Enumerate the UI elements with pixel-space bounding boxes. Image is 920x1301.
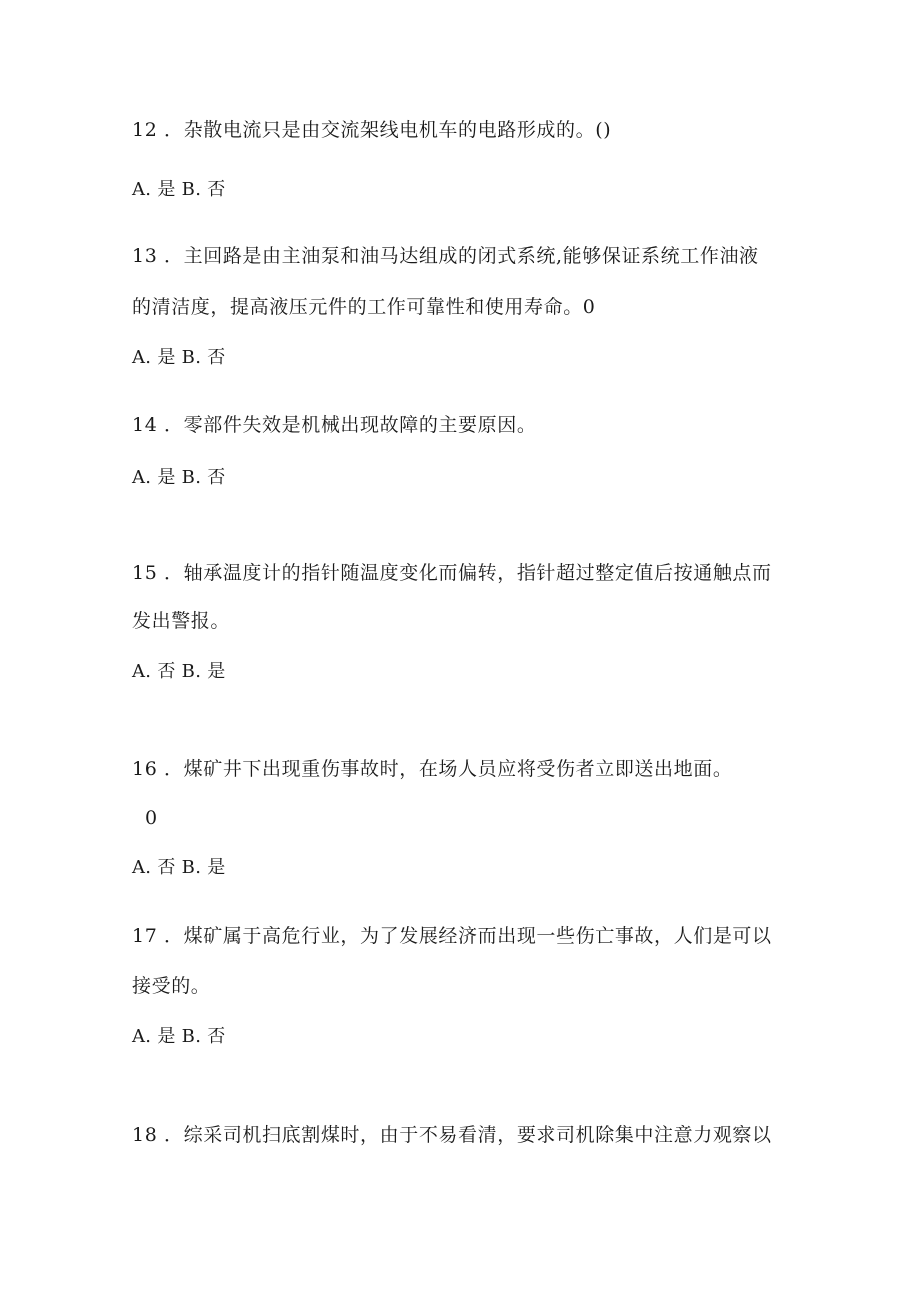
question-17-text-cont: 接受的。 [132, 975, 211, 997]
question-15-text-cont: 发出警报。 [132, 610, 231, 632]
question-16-text: 16 ．煤矿井下出现重伤事故时，在场人员应将受伤者立即送出地面。 [132, 758, 733, 780]
question-15-options: A. 否 B. 是 [132, 661, 226, 682]
question-12-options: A. 是 B. 否 [132, 179, 226, 200]
question-16-text-cont: 0 [145, 807, 158, 829]
question-14-options: A. 是 B. 否 [132, 467, 226, 488]
question-12-text: 12 ．杂散电流只是由交流架线电机车的电路形成的。() [132, 119, 612, 141]
question-17-text: 17 ．煤矿属于高危行业，为了发展经济而出现一些伤亡事故，人们是可以 [132, 925, 772, 947]
question-13-text: 13 ．主回路是由主油泵和油马达组成的闭式系统,能够保证系统工作油液 [132, 245, 759, 267]
question-18-text: 18 ．综采司机扫底割煤时，由于不易看清，要求司机除集中注意力观察以 [132, 1124, 772, 1146]
question-13-options: A. 是 B. 否 [132, 347, 226, 368]
question-15-text: 15 ．轴承温度计的指针随温度变化而偏转，指针超过整定值后按通触点而 [132, 562, 772, 584]
question-16-options: A. 否 B. 是 [132, 857, 226, 878]
question-17-options: A. 是 B. 否 [132, 1026, 226, 1047]
question-14-text: 14 ．零部件失效是机械出现故障的主要原因。 [132, 414, 537, 436]
question-13-text-cont: 的清洁度，提高液压元件的工作可靠性和使用寿命。0 [132, 296, 596, 318]
